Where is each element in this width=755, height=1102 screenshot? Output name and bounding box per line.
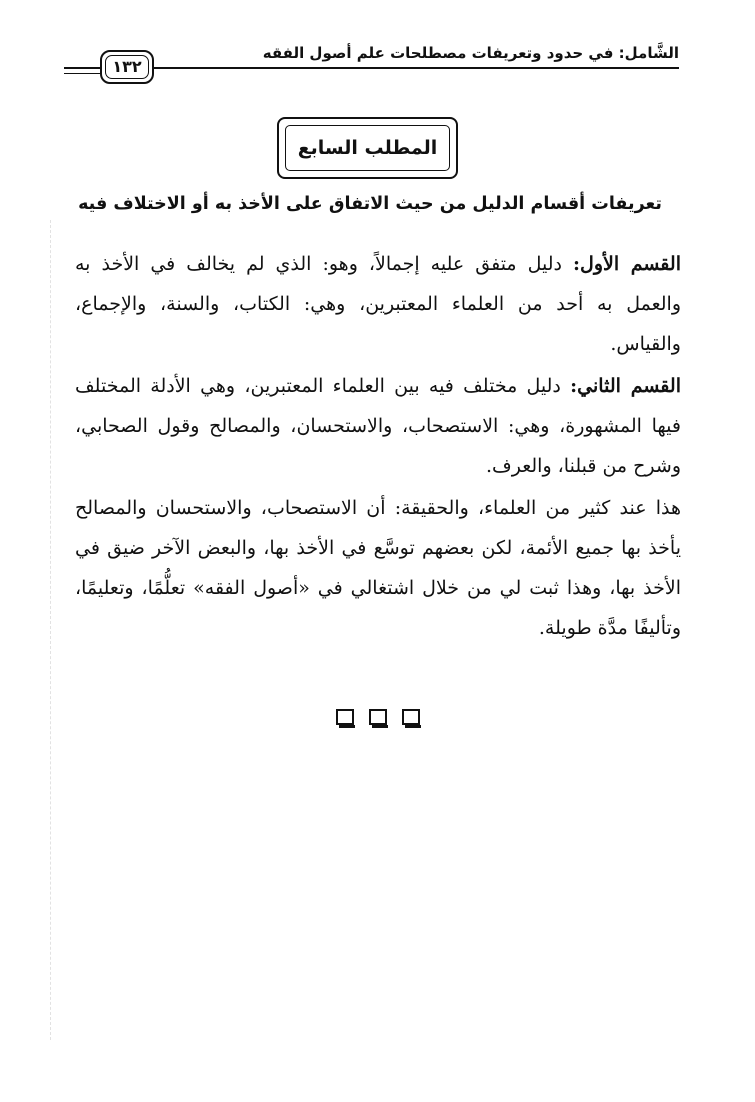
running-header (64, 40, 679, 80)
section-subheading: تعريفات أقسام الدليل من حيث الاتفاق على الأخذ به أو الاختلاف فيه (78, 194, 662, 214)
section-title-frame (277, 117, 458, 179)
paragraph-second-category (75, 366, 681, 486)
paragraph-commentary (75, 488, 681, 648)
end-square-icon (402, 709, 420, 725)
section-end-marks (336, 706, 420, 728)
page-number-frame (100, 50, 154, 84)
end-square-icon (369, 709, 387, 725)
section-title: المطلب السابع (297, 137, 438, 159)
running-title: الشَّامل: في حدود وتعريفات مصطلحات علم أصول الفقه (262, 44, 679, 62)
end-square-icon (336, 709, 354, 725)
section-title-inner-frame (285, 125, 450, 171)
page-number: ١٣٢ (105, 55, 149, 79)
paragraph-text: هذا عند كثير من العلماء، والحقيقة: أن الاستصحاب، والاستحسان والمصالح يأخذ بها جميع الأئمة، لكن بعضهم توسَّع في الأخذ بها، والبعض الآخر ضيق في الأخذ بها، وهذا ثبت لي من خلال اشتغالي في «أصول الفقه» تعلُّمًا، وتعليمًا، وتأليفًا مدَّة طويلة. (75, 497, 681, 639)
paragraph-lead: القسم الثاني: (570, 375, 681, 397)
page-scan-edge (50, 220, 51, 1040)
paragraph-text: دليل مختلف فيه بين العلماء المعتبرين، وهي الأدلة المختلف فيها المشهورة، وهي: الاستصحاب، والاستحسان، والمصالح وقول الصحابي، وشرح من قبلنا، والعرف. (75, 375, 681, 477)
paragraph-lead: القسم الأول: (573, 253, 681, 275)
paragraph-first-category (75, 244, 681, 364)
paragraph-text: دليل متفق عليه إجمالاً، وهو: الذي لم يخالف في الأخذ به والعمل به أحد من العلماء المعتبرين، وهي: الكتاب، والسنة، والإجماع، والقياس. (75, 253, 681, 355)
header-rule (64, 67, 679, 69)
